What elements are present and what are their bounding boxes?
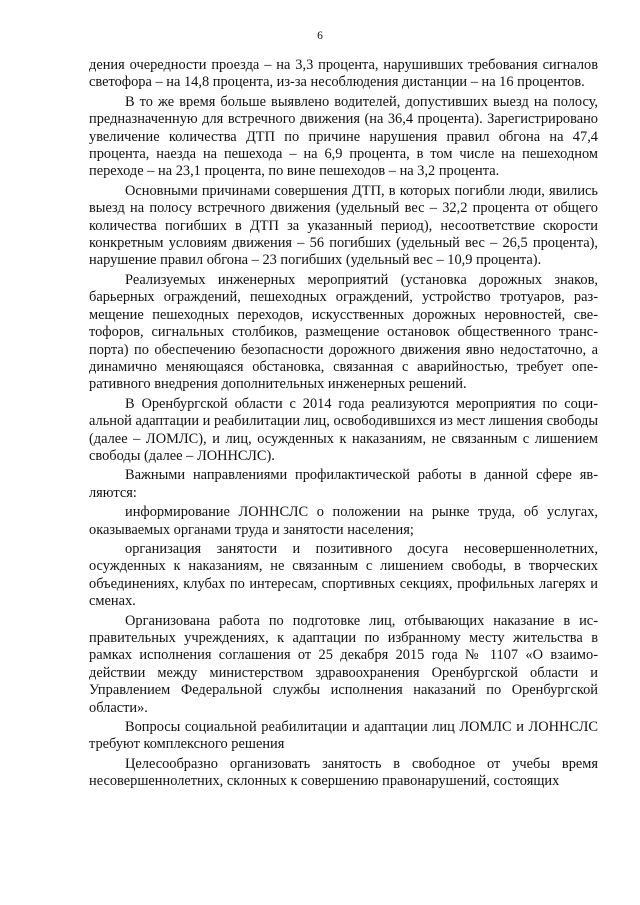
document-body	[89, 57, 598, 793]
paragraph-engineering-measures: Реализуемых инженерных мероприятий (установка дорожных знаков, барьерных ограждений, пешеходных ограждений, устройство тротуаров, размещение пешеходных переходов, искусственных дорожных неровностей, светофоров, сигнальных столбиков, размещение остановок общественного транспорта) по обеспечению безопасности дорожного движения явно недостаточно, а динамично меняющаяся обстановка, связанная с аварийностью, требует оперативного внедрения дополнительных инженерных решений.	[89, 271, 598, 393]
paragraph-fatal-causes: Основными причинами совершения ДТП, в которых погибли люди, явились выезд на полосу встречного движения (удельный вес – 32,2 процента от общего количества погибших в ДТП за указанный период), несоответствие скорости конкретным условиям движения – 56 погибших (удельный вес – 26,5 процента), нарушение правил обгона – 23 погибших (удельный вес – 10,9 процента).	[89, 182, 598, 269]
paragraph-complex-solution: Вопросы социальной реабилитации и адаптации лиц ЛОМЛС и ЛОННСЛС требуют комплексного решения	[89, 719, 598, 753]
paragraph-continuation: дения очередности проезда – на 3,3 процента, нарушивших требования сигналов светофора – на 14,8 процента, из-за несоблюдения дистанции – на 16 процентов.	[89, 57, 598, 91]
paragraph-oncoming-lane: В то же время больше выявлено водителей, допустивших выезд на полосу, предназначенную для встречного движения (на 36,4 процента). Зарегистрировано увеличение количества ДТП по причине нарушения правил обгона на 47,4 процента, наезда на пешехода – на 6,9 процента, в том числе на пешеходном переходе – на 23,1 процента, по вине пешеходов – на 3,2 процента.	[89, 93, 598, 180]
paragraph-employment: Целесообразно организовать занятость в свободное от учебы время несовершеннолетних, склонных к совершению правонарушений, состоящих	[89, 755, 598, 790]
paragraph-orenburg-adaptation: В Оренбургской области с 2014 года реализуются мероприятия по социальной адаптации и реабилитации лиц, освободившихся из мест лишения свободы (далее – ЛОМЛС), и лиц, осужденных к наказаниям, не связанным с лишением свободы (далее – ЛОННСЛС).	[89, 395, 598, 464]
paragraph-leisure-organization: организация занятости и позитивного досуга несовершеннолетних, осужденных к наказаниям, не связанным с лишением свободы, в творческих объединениях, клубах по интересам, спортивных секциях, профильных лагерях и сменах.	[89, 540, 598, 610]
page-number: 6	[317, 30, 323, 42]
paragraph-informing: информирование ЛОННСЛС о положении на рынке труда, об услугах, оказываемых органами труда и занятости населения;	[89, 504, 598, 538]
paragraph-agreement: Организована работа по подготовке лиц, отбывающих наказание в исправительных учреждениях, к адаптации по избранному месту жительства в рамках исполнения соглашения от 25 декабря 2015 года № 1107 «О взаимодействии между министерством здравоохранения Оренбургской области и Управлением Федеральной службы исполнения наказаний по Оренбургской области».	[89, 612, 598, 716]
paragraph-prevention-directions: Важными направлениями профилактической работы в данной сфере являются:	[89, 467, 598, 501]
